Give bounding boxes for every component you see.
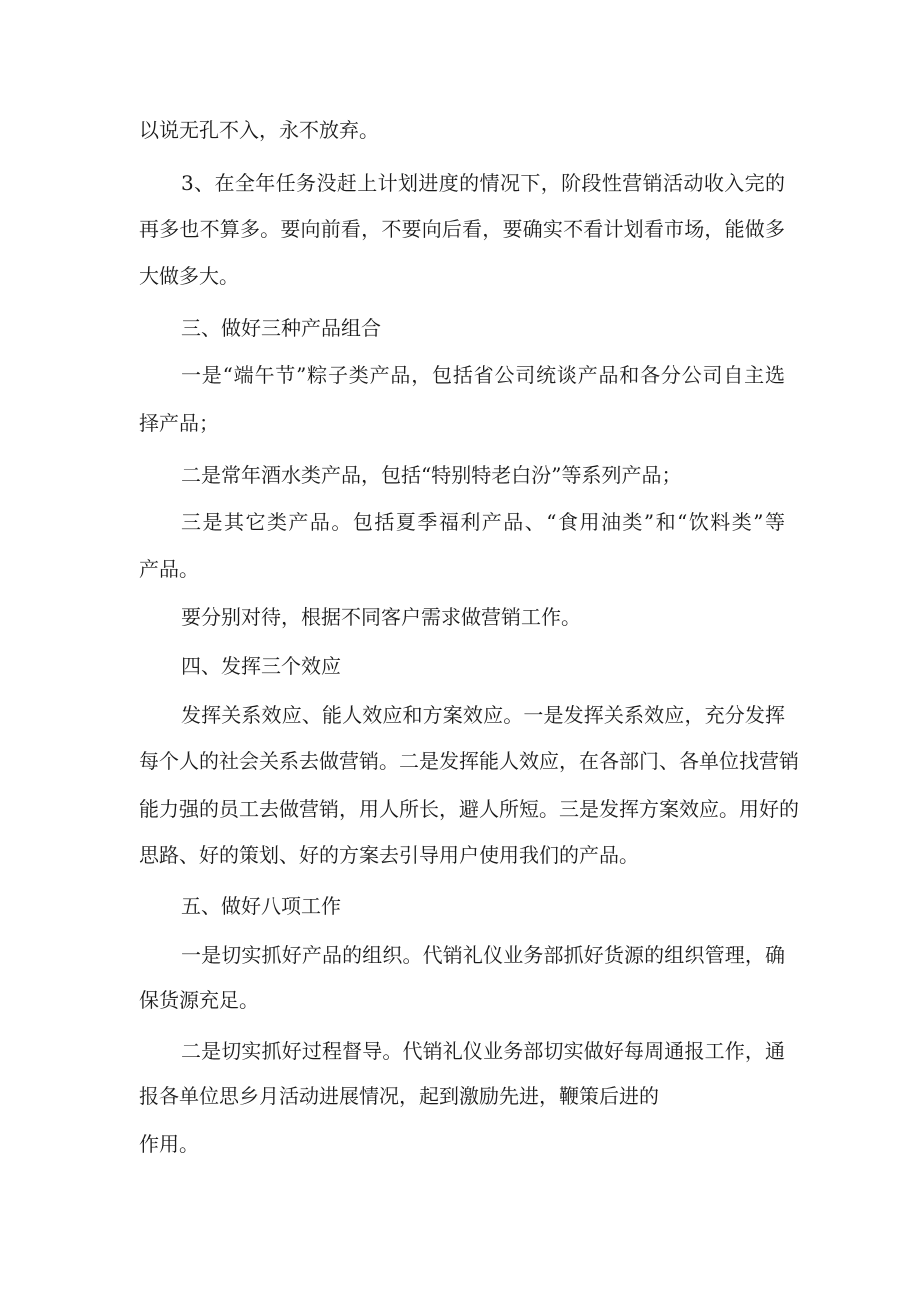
text-line: 作用。 xyxy=(139,1132,199,1156)
text-line: 二是常年酒水类产品，包括“特别特老白汾”等系列产品； xyxy=(181,463,682,487)
text-line: 保货源充足。 xyxy=(139,988,259,1012)
text-line: 再多也不算多。要向前看，不要向后看，要确实不看计划看市场，能做多 xyxy=(139,217,785,241)
text-line: 择产品； xyxy=(139,411,219,435)
text-line: 3、在全年任务没赶上计划进度的情况下，阶段性营销活动收入完的 xyxy=(181,171,785,195)
text-line: 要分别对待，根据不同客户需求做营销工作。 xyxy=(181,605,581,629)
text-line: 大做多大。 xyxy=(139,264,239,288)
text-line: 发挥关系效应、能人效应和方案效应。一是发挥关系效应，充分发挥 xyxy=(181,703,785,727)
section-heading: 四、发挥三个效应 xyxy=(181,654,341,678)
text-line: 报各单位思乡月活动进展情况，起到激励先进，鞭策后进的 xyxy=(139,1084,659,1108)
text-line: 每个人的社会关系去做营销。二是发挥能人效应，在各部门、各单位找营销 xyxy=(139,749,799,773)
section-heading: 五、做好八项工作 xyxy=(181,894,341,918)
text-line: 一是切实抓好产品的组织。代销礼仪业务部抓好货源的组织管理，确 xyxy=(181,943,785,967)
text-line: 二是切实抓好过程督导。代销礼仪业务部切实做好每周通报工作，通 xyxy=(181,1039,785,1063)
text-line: 一是“端午节”粽子类产品，包括省公司统谈产品和各分公司自主选 xyxy=(181,363,785,387)
text-line: 产品。 xyxy=(139,557,199,581)
text-line: 三是其它类产品。包括夏季福利产品、“食用油类”和“饮料类”等 xyxy=(181,510,785,534)
text-line: 思路、好的策划、好的方案去引导用户使用我们的产品。 xyxy=(139,843,639,867)
section-heading: 三、做好三种产品组合 xyxy=(181,316,381,340)
text-line: 以说无孔不入，永不放弃。 xyxy=(139,118,379,142)
text-line: 能力强的员工去做营销，用人所长，避人所短。三是发挥方案效应。用好的 xyxy=(139,797,799,821)
